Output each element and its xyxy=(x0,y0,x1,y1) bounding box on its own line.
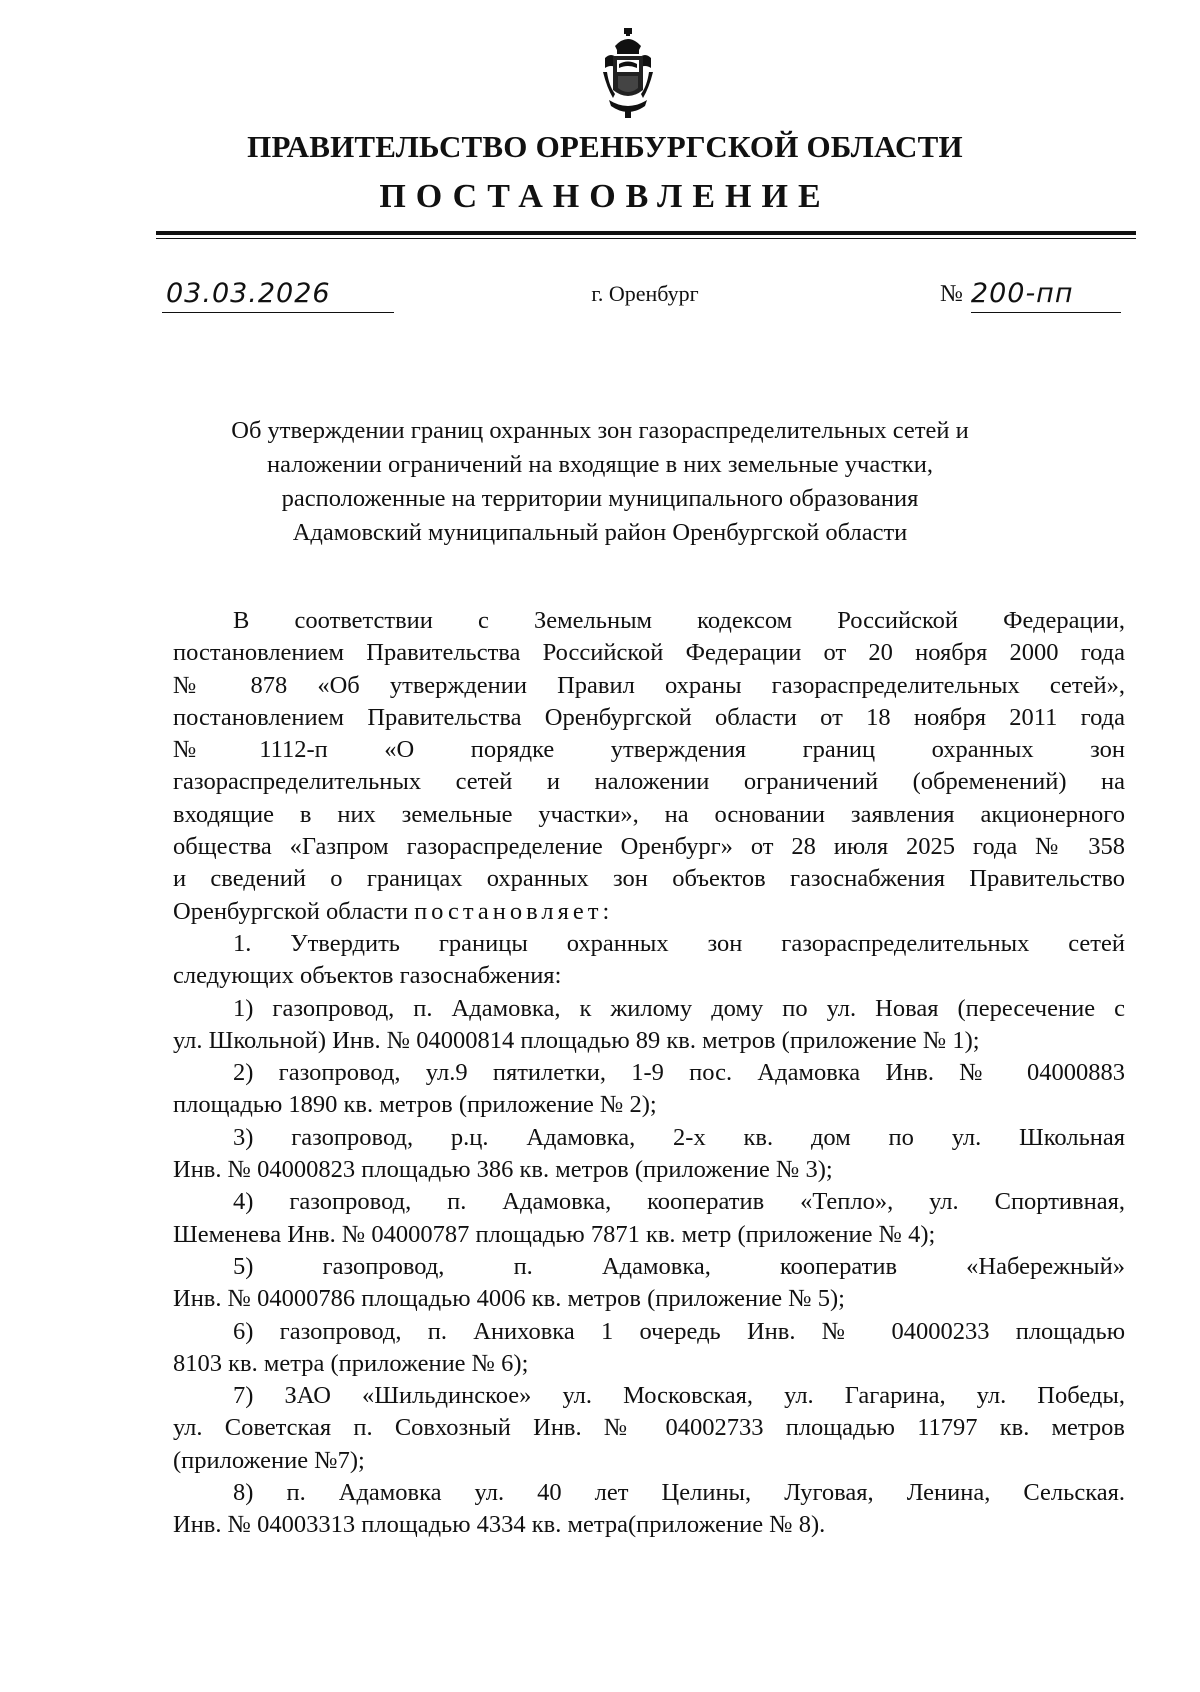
list-item: 2) газопровод, ул.9 пятилетки, 1-9 пос. Адамовка Инв. № 04000883 площадью 1890 кв. метров (приложение № 2); xyxy=(173,1059,1125,1119)
item-1-line: 1. Утвердить границы охранных зон газораспределительных сетей xyxy=(233,929,1125,957)
list-item: 1) газопровод, п. Адамовка, к жилому дому по ул. Новая (пересечение с ул. Школьной) Инв. № 04000814 площадью 89 кв. метров (приложение № 1); xyxy=(173,994,1125,1054)
decree-word: постановляет: xyxy=(414,897,614,925)
preamble-line: В соответствии с Земельным кодексом Российской Федерации, xyxy=(233,607,1125,634)
list-item: 4) газопровод, п. Адамовка, кооператив «Тепло», ул. Спортивная, Шеменева Инв. № 04000787 площадью 7871 кв. метр (приложение № 4); xyxy=(173,1188,1125,1248)
subject-line: наложении ограничений на входящие в них земельные участки, xyxy=(267,451,933,478)
document-date: 03.03.2026 xyxy=(162,276,394,313)
number-value: 200-пп xyxy=(971,276,1121,313)
preamble-paragraph xyxy=(173,605,1125,928)
item-1-paragraph xyxy=(173,928,1125,993)
preamble-line: № 878 «Об утверждении Правил охраны газораспределительных сетей», xyxy=(173,671,1125,699)
organization-title: ПРАВИТЕЛЬСТВО ОРЕНБУРГСКОЙ ОБЛАСТИ xyxy=(247,129,963,164)
header-rule-thin xyxy=(156,238,1136,239)
list-item: 7) ЗАО «Шильдинское» ул. Московская, ул. Гагарина, ул. Победы, ул. Советская п. Совхозный Инв. № 04002733 площадью 11797 кв. метров (приложение №7); xyxy=(173,1382,1125,1474)
number-label: № xyxy=(940,281,963,307)
header-rule-thick xyxy=(156,231,1136,235)
preamble-line-final: Оренбургской области постановляет: xyxy=(173,897,614,925)
list-item: 5) газопровод, п. Адамовка, кооператив «Набережный» Инв. № 04000786 площадью 4006 кв. метров (приложение № 5); xyxy=(173,1252,1125,1313)
subject-line: Адамовский муниципальный район Оренбургской области xyxy=(292,519,908,546)
list-item: 8) п. Адамовка ул. 40 лет Целины, Луговая, Ленина, Сельская. Инв. № 04003313 площадью 4334 кв. метра(приложение № 8). xyxy=(173,1479,1125,1539)
list-item: 6) газопровод, п. Аниховка 1 очередь Инв. № 04000233 площадью 8103 кв. метра (приложение № 6); xyxy=(173,1317,1125,1377)
document-city: г. Оренбург xyxy=(591,281,699,306)
document-type-title: ПОСТАНОВЛЕНИЕ xyxy=(379,178,831,215)
list-item: 3) газопровод, р.ц. Адамовка, 2-х кв. дом по ул. Школьная Инв. № 04000823 площадью 386 кв. метров (приложение № 3); xyxy=(173,1123,1125,1184)
item-1-line: следующих объектов газоснабжения: xyxy=(173,962,562,990)
preamble-line: № 1112-п «О порядке утверждения границ охранных зон xyxy=(173,736,1125,764)
preamble-line: входящие в них земельные участки», на основании заявления акционерного xyxy=(173,800,1125,828)
subject-line: расположенные на территории муниципального образования xyxy=(281,485,919,512)
document-body xyxy=(173,605,1125,1542)
preamble-line: общества «Газпром газораспределение Оренбург» от 28 июля 2025 года № 358 xyxy=(173,833,1125,861)
subject-line: Об утверждении границ охранных зон газораспределительных сетей и xyxy=(231,417,969,444)
preamble-line: газораспределительных сетей и наложении ограничений (обременений) на xyxy=(173,768,1125,796)
coat-of-arms-icon xyxy=(603,28,653,120)
preamble-line: и сведений о границах охранных зон объектов газоснабжения Правительство xyxy=(173,865,1125,893)
preamble-line: постановлением Правительства Оренбургской области от 18 ноября 2011 года xyxy=(173,703,1125,731)
document-subject xyxy=(160,414,1040,550)
document-number xyxy=(940,276,1121,312)
preamble-line: постановлением Правительства Российской Федерации от 20 ноября 2000 года xyxy=(173,639,1125,667)
